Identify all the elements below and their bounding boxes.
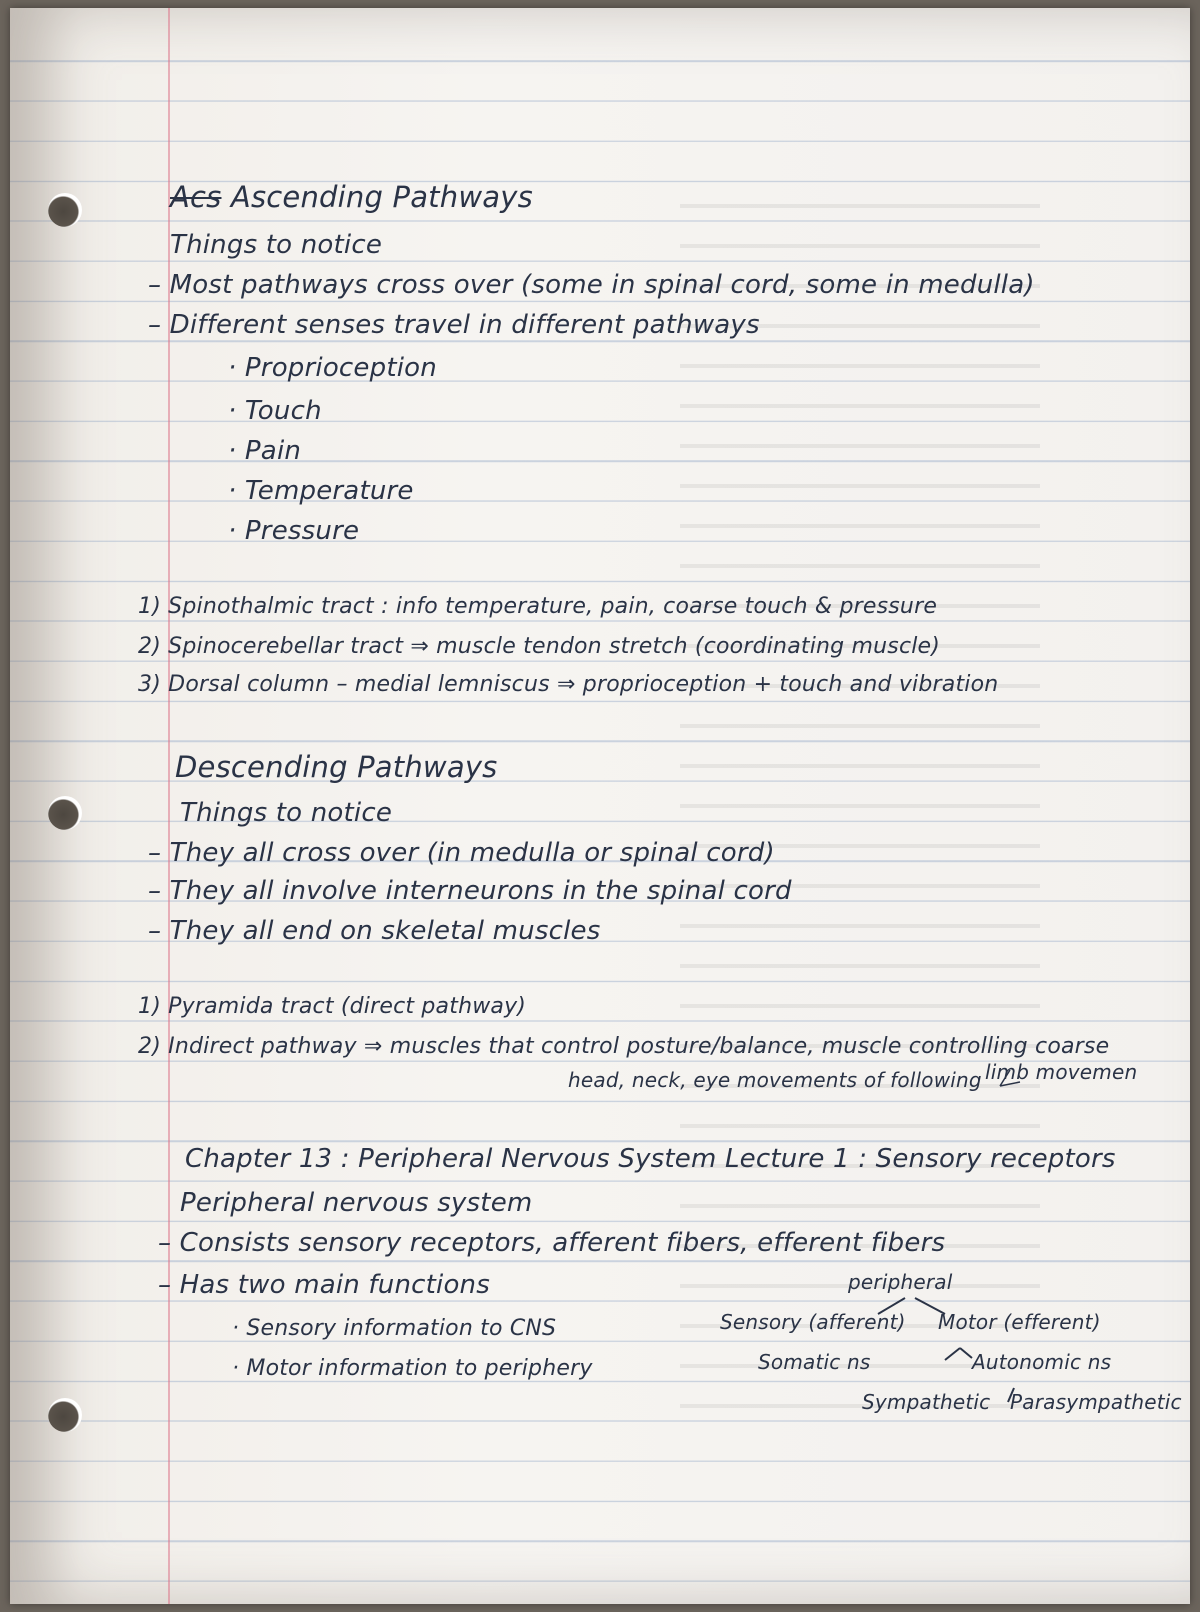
tract-3: 3) Dorsal column – medial lemniscus ⇒ proprioception + touch and vibration — [138, 672, 999, 697]
tree-parasympathetic: Parasympathetic — [1010, 1390, 1182, 1414]
function-sensory: · Sensory information to CNS — [232, 1316, 557, 1341]
indirect-pathway: 2) Indirect pathway ⇒ muscles that control posture/balance, muscle controlling coarse — [138, 1034, 1110, 1059]
tree-sympathetic: Sympathetic — [862, 1390, 991, 1414]
desc-bullet-3: – They all end on skeletal muscles — [148, 916, 601, 946]
tree-somatic: Somatic ns — [758, 1350, 871, 1374]
pns-subtitle: Peripheral nervous system — [180, 1188, 533, 1218]
ascending-title: Ascending Pathways — [230, 180, 533, 214]
asc-bullet-2: – Different senses travel in different pathways — [148, 310, 760, 340]
struck-word: Acs — [170, 180, 222, 214]
indirect-pathway-limb: limb movemen — [985, 1060, 1138, 1084]
tree-peripheral: peripheral — [848, 1270, 953, 1294]
tree-sensory: Sensory (afferent) — [720, 1310, 906, 1334]
descending-title: Descending Pathways — [175, 750, 498, 784]
tract-2: 2) Spinocerebellar tract ⇒ muscle tendon stretch (coordinating muscle) — [138, 634, 941, 659]
function-motor: · Motor information to periphery — [232, 1356, 593, 1381]
pyramidal-tract: 1) Pyramida tract (direct pathway) — [138, 994, 527, 1019]
sense-temperature: · Temperature — [228, 476, 414, 506]
pns-bullet-2: – Has two main functions — [158, 1270, 490, 1300]
sense-pressure: · Pressure — [228, 516, 360, 546]
tract-1: 1) Spinothalmic tract : info temperature, pain, coarse touch & pressure — [138, 594, 938, 619]
desc-bullet-1: – They all cross over (in medulla or spinal cord) — [148, 838, 775, 868]
tree-autonomic: Autonomic ns — [972, 1350, 1112, 1374]
tree-motor: Motor (efferent) — [938, 1310, 1101, 1334]
asc-things-to-notice: Things to notice — [170, 230, 383, 260]
desc-bullet-2: – They all involve interneurons in the spinal cord — [148, 876, 792, 906]
desc-things-to-notice: Things to notice — [180, 798, 393, 828]
sense-touch: · Touch — [228, 396, 322, 426]
sense-pain: · Pain — [228, 436, 302, 466]
indirect-pathway-cont: head, neck, eye movements of following — [568, 1068, 982, 1092]
asc-bullet-1: – Most pathways cross over (some in spinal cord, some in medulla) — [148, 270, 1035, 300]
tree-connectors — [10, 8, 1190, 1604]
notebook-page — [10, 8, 1190, 1604]
sense-proprioception: · Proprioception — [228, 353, 437, 383]
chapter-13-title: Chapter 13 : Peripheral Nervous System Lecture 1 : Sensory receptors — [185, 1144, 1116, 1174]
pns-bullet-1: – Consists sensory receptors, afferent fibers, efferent fibers — [158, 1228, 946, 1258]
